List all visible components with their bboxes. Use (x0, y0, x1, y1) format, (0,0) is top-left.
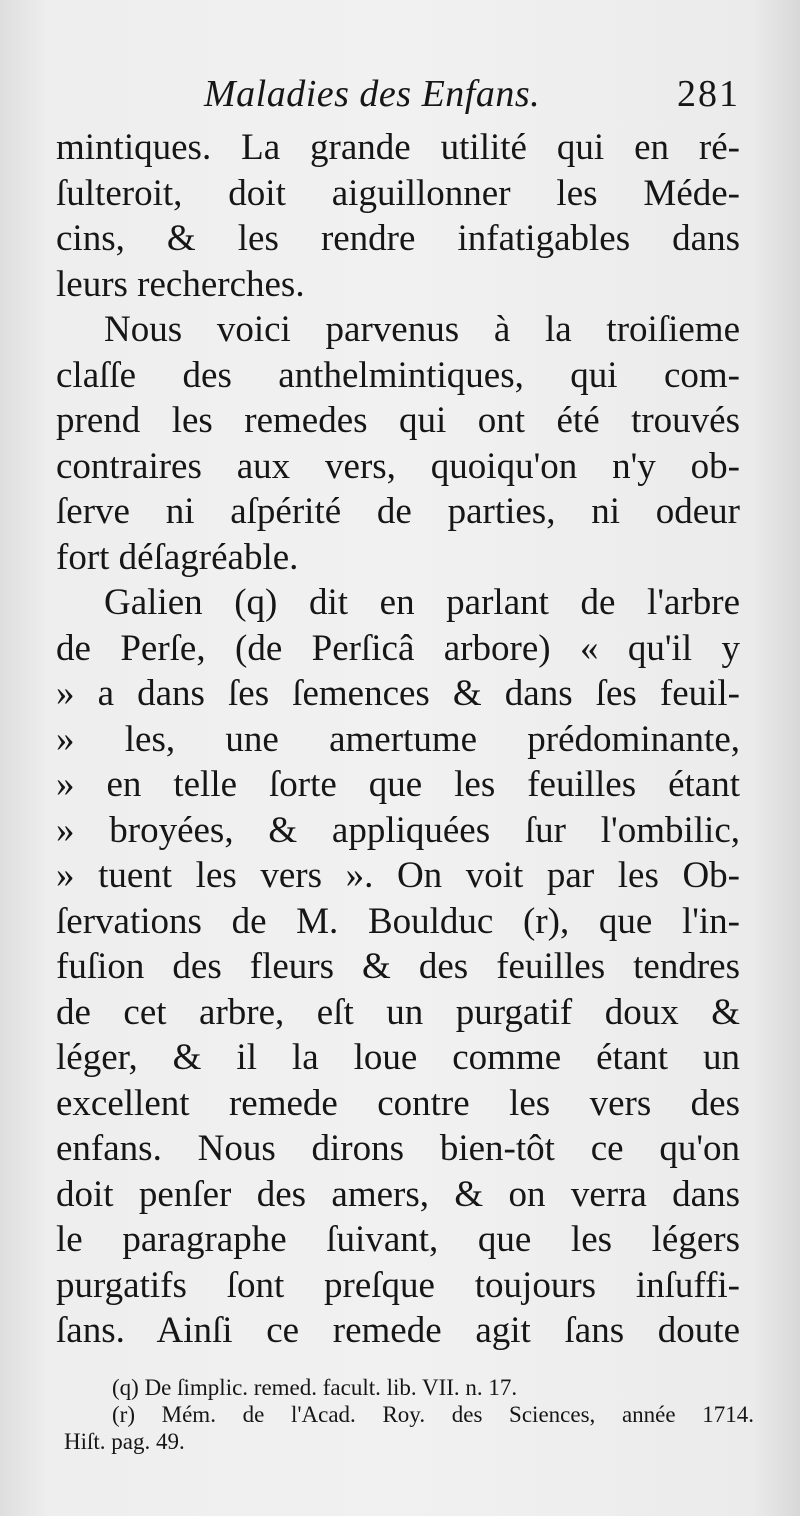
text-line: doit penſer des amers, & on verra dans (56, 1173, 740, 1215)
body-text (56, 125, 740, 1354)
text-line: fuſion des fleurs & des feuilles tendres (56, 946, 740, 987)
text-line: ſulteroit, doit aiguillonner les Méde- (56, 172, 740, 214)
text-line: prend les remedes qui ont été trouvés (56, 400, 740, 441)
footnote-r-continuation: Hiſt. pag. 49. (64, 1429, 185, 1454)
text-line: excellent remede contre les vers des (56, 1082, 740, 1124)
text-line: de Perſe, (de Perſicâ arbore) « qu'il y (56, 627, 740, 669)
text-line: fort déſagréable. (56, 536, 299, 578)
text-line: » en telle ſorte que les feuilles étant (56, 764, 740, 805)
text-line: contraires aux vers, quoiqu'on n'y ob- (56, 445, 740, 487)
text-line: le paragraphe ſuivant, que les légers (56, 1219, 740, 1260)
running-title: Maladies des Enfans. (204, 73, 541, 115)
footnotes (64, 1374, 754, 1455)
text-line: ſerve ni aſpérité de parties, ni odeur (56, 491, 740, 532)
text-line: claſſe des anthelmintiques, qui com- (56, 354, 740, 396)
text-line: enfans. Nous dirons bien-tôt ce qu'on (56, 1128, 740, 1169)
text-line: » broyées, & appliquées ſur l'ombilic, (56, 809, 740, 851)
paragraph-start-line: Nous voici parvenus à la troiſieme (104, 309, 740, 350)
page-number: 281 (677, 73, 740, 115)
running-head (56, 72, 740, 122)
footnote-q: (q) De ſimplic. remed. facult. lib. VII. n. 17. (112, 1375, 518, 1400)
text-line: léger, & il la loue comme étant un (56, 1037, 740, 1078)
footnote-r: (r) Mém. de l'Acad. Roy. des Sciences, année 1714. (112, 1402, 754, 1427)
text-line: cins, & les rendre infatigables dans (56, 218, 740, 259)
text-line: mintiques. La grande utilité qui en ré- (56, 127, 740, 168)
paragraph-start-line: Galien (q) dit en parlant de l'arbre (104, 582, 740, 623)
text-line: purgatifs ſont preſque toujours inſuffi- (56, 1264, 740, 1306)
text-line: leurs recherches. (56, 263, 305, 305)
text-line: ſans. Ainſi ce remede agit ſans doute (56, 1310, 740, 1351)
text-line: de cet arbre, eſt un purgatif doux & (56, 991, 740, 1033)
text-line: » tuent les vers ». On voit par les Ob- (56, 855, 740, 896)
text-line: » les, une amertume prédominante, (56, 718, 740, 760)
text-line: » a dans ſes ſemences & dans ſes feuil- (56, 673, 740, 714)
text-line: ſervations de M. Boulduc (r), que l'in- (56, 900, 740, 942)
